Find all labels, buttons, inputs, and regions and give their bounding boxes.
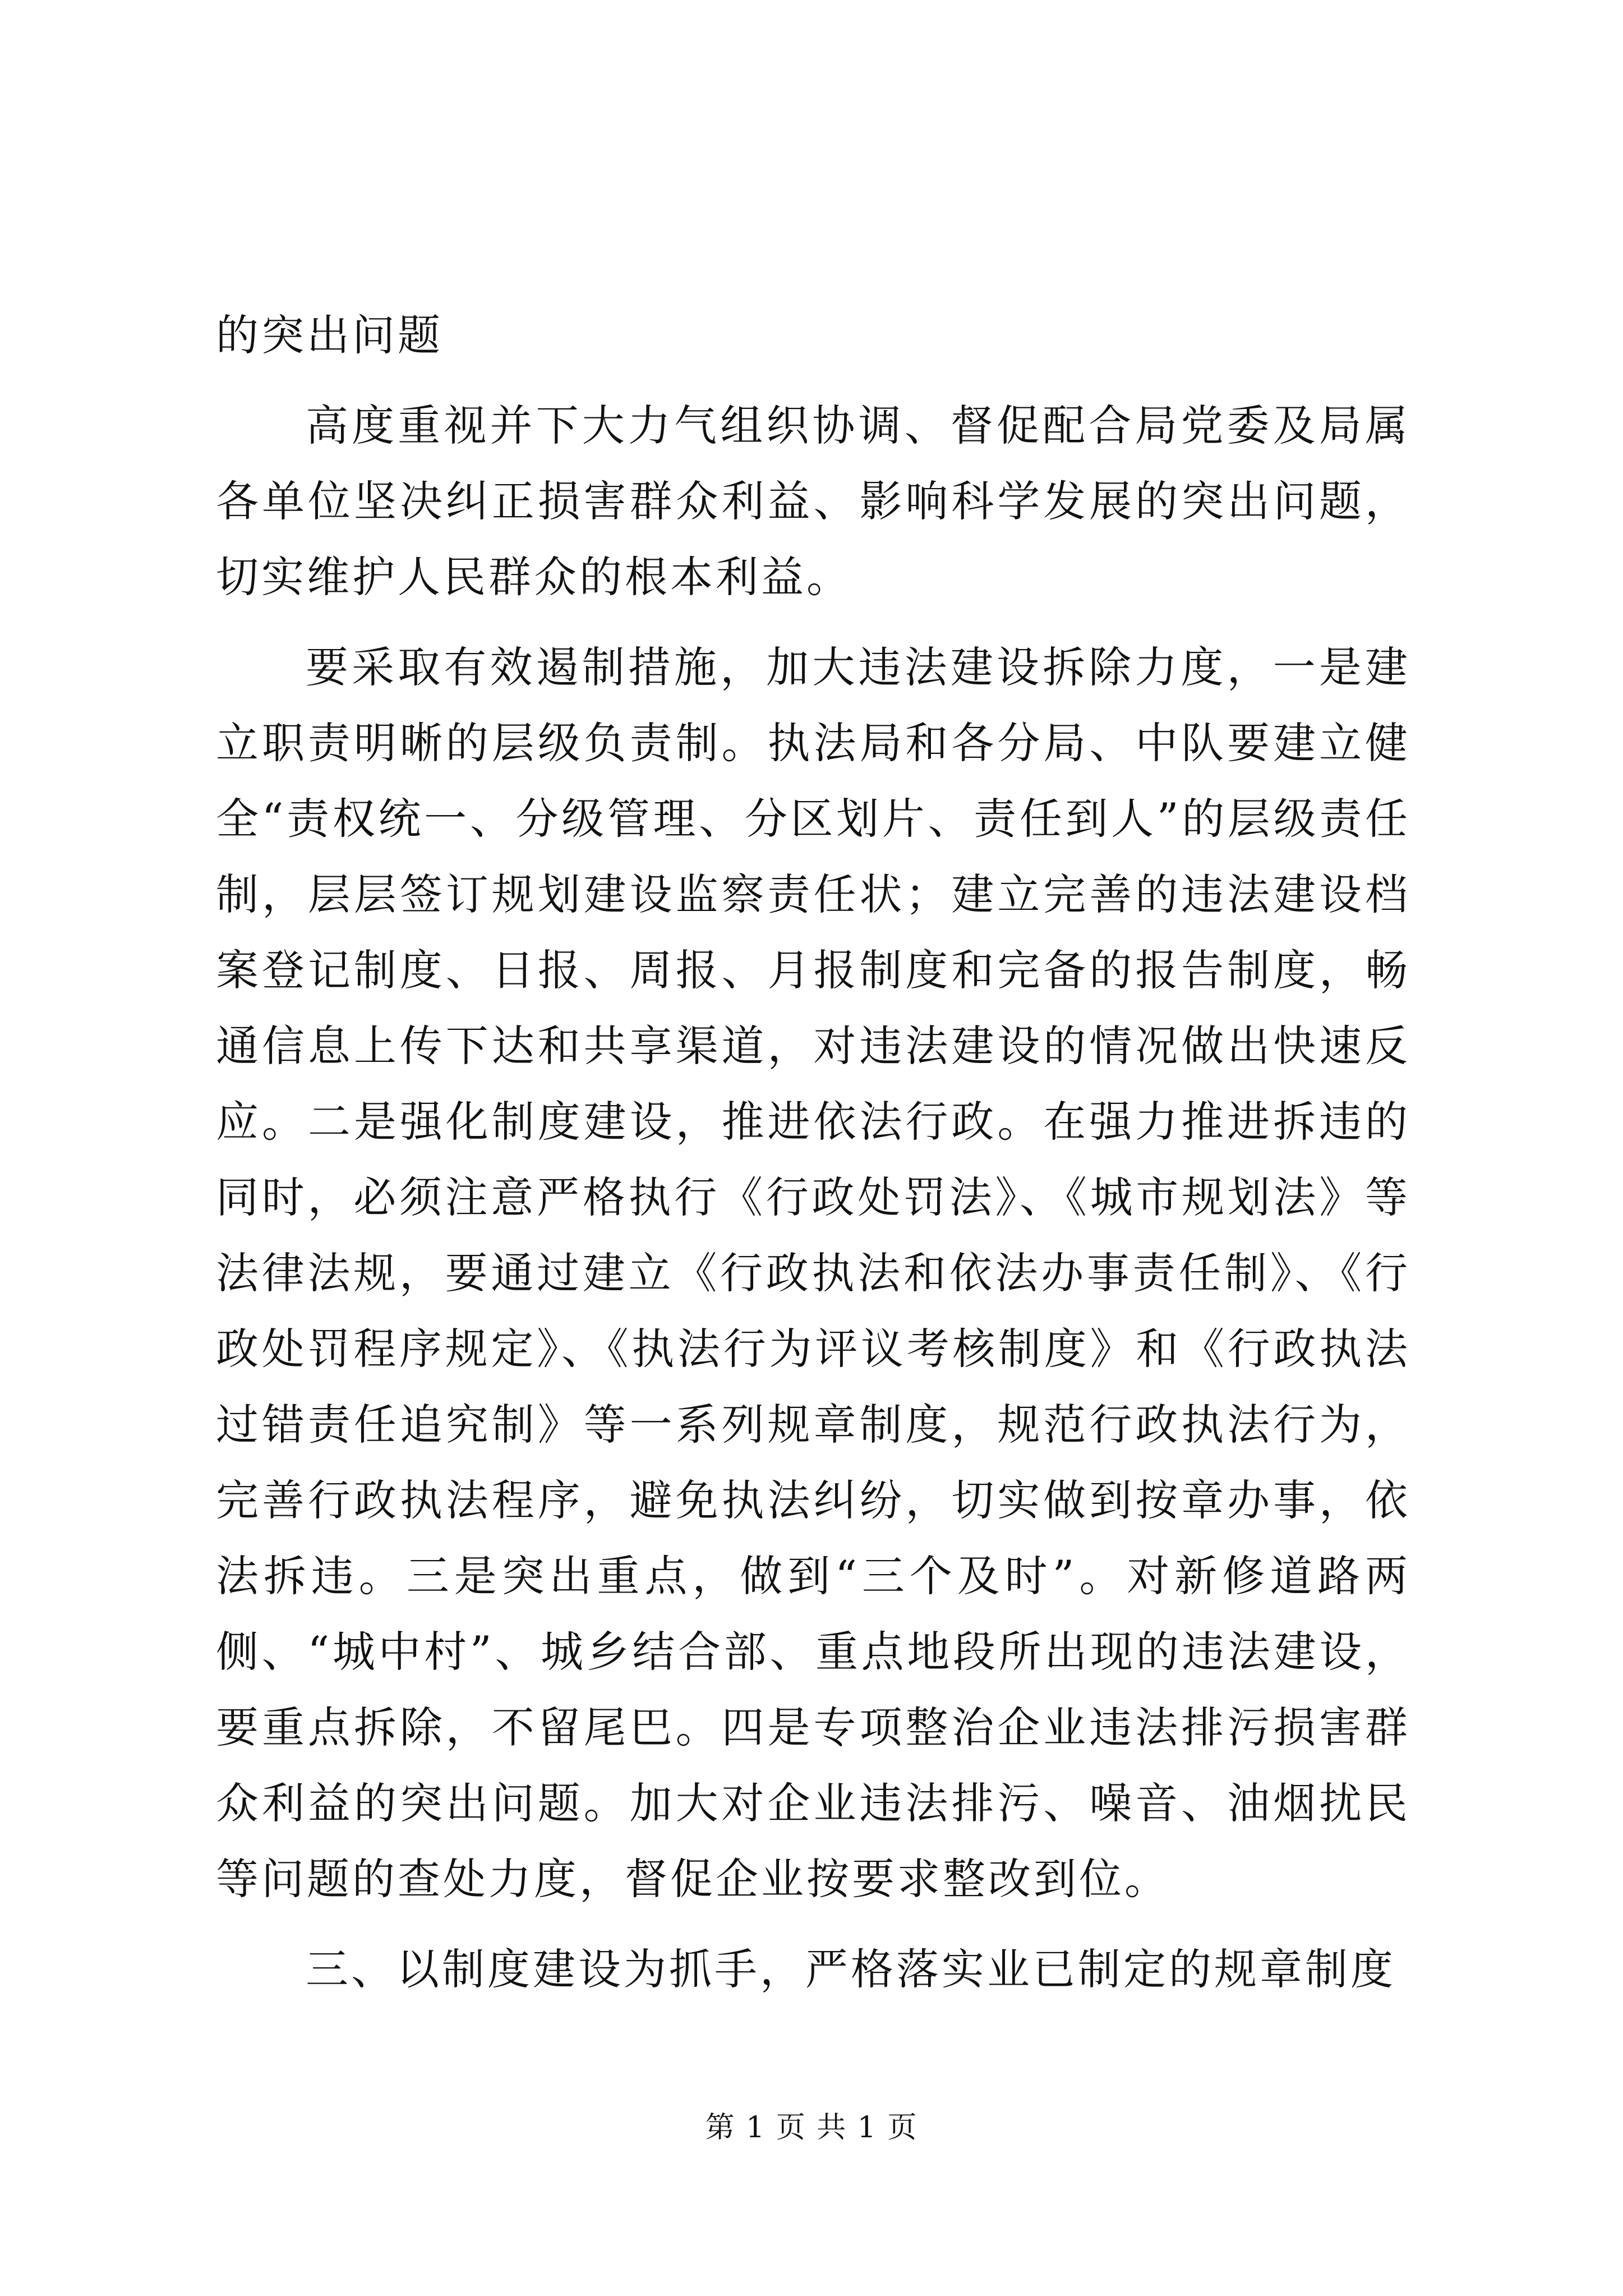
paragraph-1: 高度重视并下大力气组织协调、督促配合局党委及局属各单位坚决纠正损害群众利益、影响科学发展的突出问题，切实维护人民群众的根本利益。 [216,401,1410,602]
paragraph-2: 要采取有效遏制措施，加大违法建设拆除力度，一是建立职责明晰的层级负责制。执法局和各分局、中队要建立健全“责权统一、分级管理、分区划片、责任到人”的层级责任制，层层签订规划建设监察责任状；建立完善的违法建设档案登记制度、日报、周报、月报制度和完备的报告制度，畅通信息上传下达和共享渠道，对违法建设的情况做出快速反应。二是强化制度建设，推进依法行政。在强力推进拆违的同时，必须注意严格执行《行政处罚法》、《城市规划法》等法律法规，要通过建立《行政执法和依法办事责任制》、《行政处罚程序规定》、《执法行为评议考核制度》和《行政执法过错责任追究制》等一系列规章制度，规范行政执法行为，完善行政执法程序，避免执法纠纷，切实做到按章办事，依法拆违。三是突出重点，做到“三个及时”。对新修道路两侧、“城中村”、城乡结合部、重点地段所出现的违法建设，要重点拆除，不留尾巴。四是专项整治企业违法排污损害群众利益的突出问题。加大对企业违法排污、噪音、油烟扰民等问题的查处力度，督促企业按要求整改到位。 [216,642,1410,1904]
paragraph-continuation: 的突出问题 [216,310,443,360]
section-heading-3: 三、以制度建设为抓手，严格落实业已制定的规章制度 [306,1944,1396,1994]
document-body [216,297,1410,2007]
page-footer: 第 1 页 共 1 页 [705,2111,918,2145]
